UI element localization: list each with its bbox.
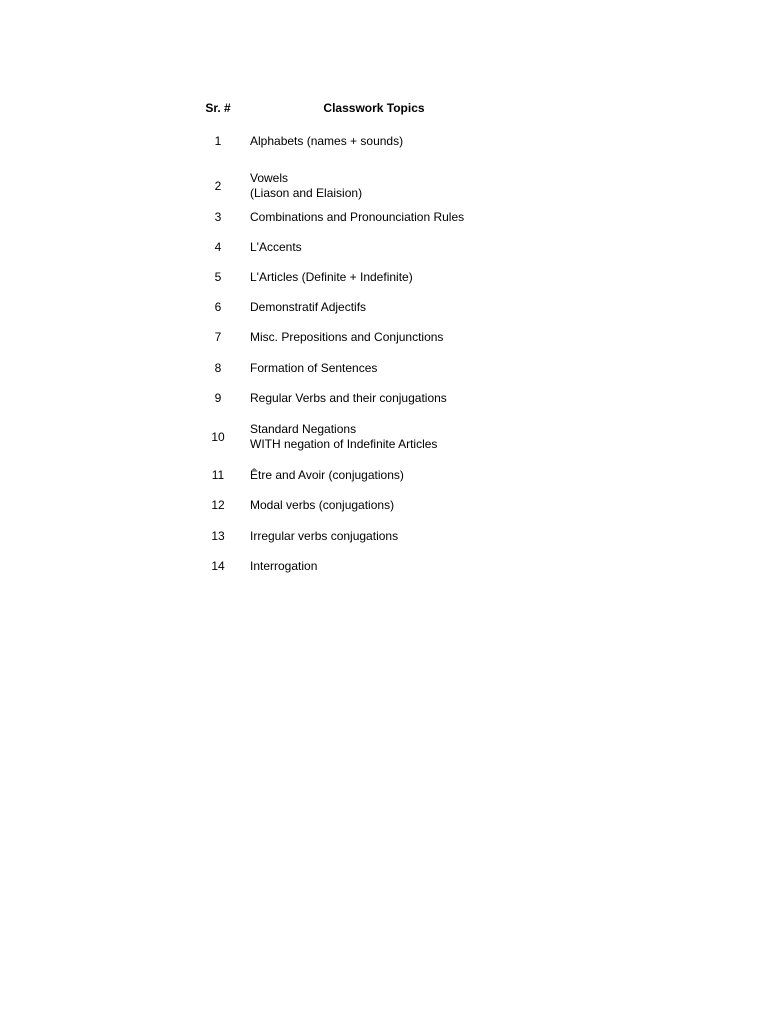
row-number: 13 [211, 529, 225, 543]
row-topic: Combinations and Pronounciation Rules [250, 210, 465, 224]
row-topic: Misc. Prepositions and Conjunctions [250, 330, 444, 344]
row-topic: Modal verbs (conjugations) [250, 498, 395, 512]
row-number: 11 [211, 468, 225, 482]
row-topic: Formation of Sentences [250, 361, 378, 375]
row-number: 12 [211, 498, 225, 512]
row-topic: Vowels (Liason and Elaision) [250, 171, 363, 200]
table-header-row [190, 98, 510, 118]
row-number: 9 [214, 391, 222, 405]
row-topic: Demonstratif Adjectifs [250, 300, 367, 314]
row-number: 10 [211, 430, 225, 444]
row-topic: L'Articles (Definite + Indefinite) [250, 270, 413, 284]
row-topic: Interrogation [250, 559, 318, 573]
row-number: 1 [214, 134, 222, 148]
row-topic: L'Accents [250, 240, 302, 254]
header-serial-number: Sr. # [205, 101, 231, 115]
row-number: 3 [214, 210, 222, 224]
row-number: 6 [214, 300, 222, 314]
row-number: 14 [211, 559, 225, 573]
row-topic: Être and Avoir (conjugations) [250, 468, 404, 482]
header-classwork-topics: Classwork Topics [323, 101, 425, 115]
row-number: 4 [214, 240, 222, 254]
row-number: 7 [214, 330, 222, 344]
row-topic: Standard Negations WITH negation of Indefinite Articles [250, 422, 438, 451]
row-number: 5 [214, 270, 222, 284]
row-number: 8 [214, 361, 222, 375]
classwork-topics-table [190, 98, 510, 573]
row-topic: Alphabets (names + sounds) [250, 134, 404, 148]
row-topic: Irregular verbs conjugations [250, 529, 399, 543]
row-topic: Regular Verbs and their conjugations [250, 391, 447, 405]
row-number: 2 [214, 179, 222, 193]
